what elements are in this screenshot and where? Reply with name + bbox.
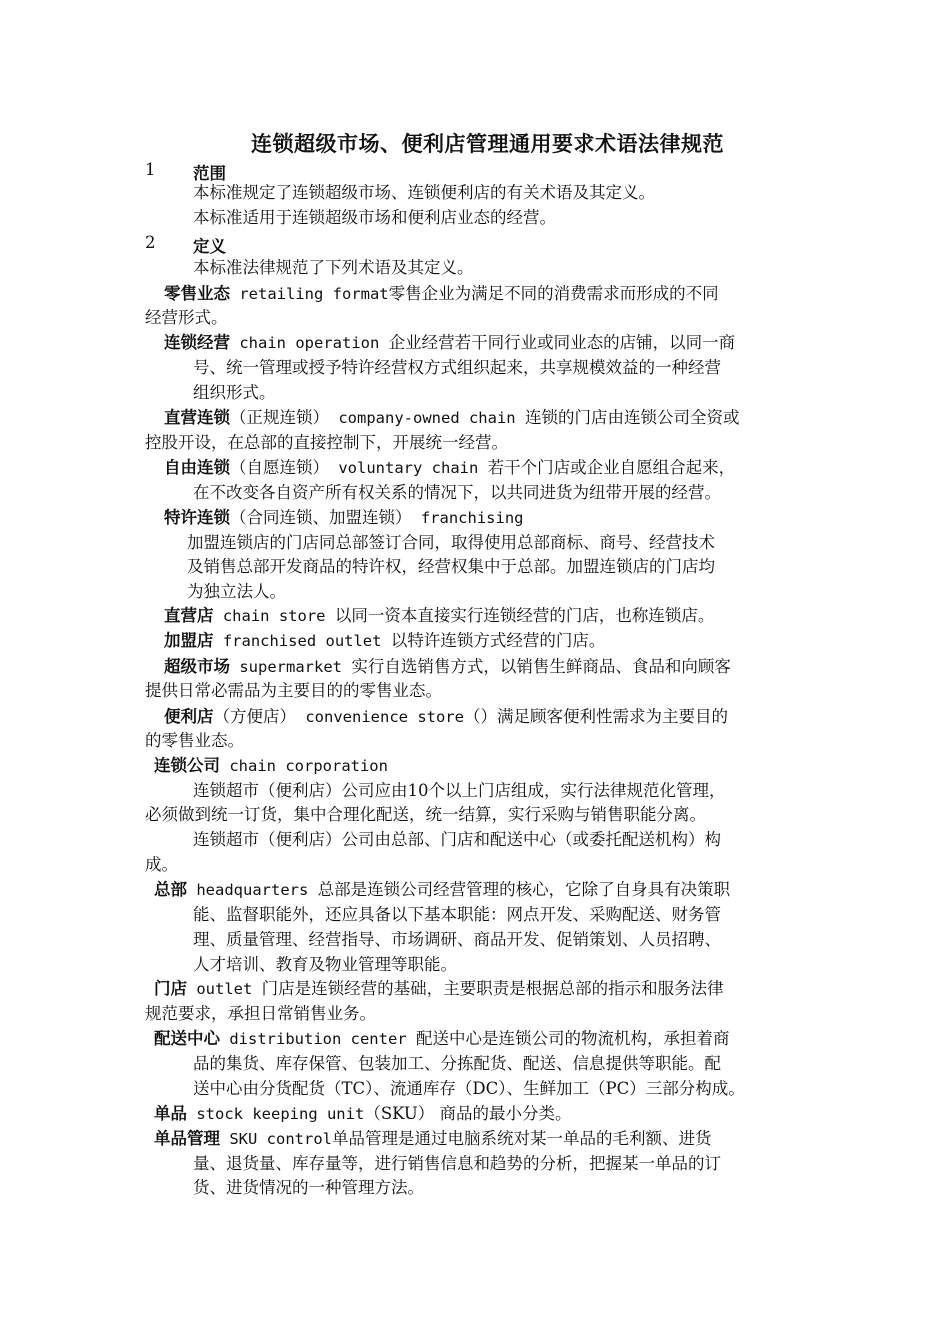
scope-paragraph: 本标准适用于连锁超级市场和便利店业态的经营。 [193, 208, 556, 227]
term-alias: （自愿连锁） [230, 458, 329, 477]
term-entry [164, 331, 735, 355]
term-name: 门店 [154, 979, 187, 998]
term-entry [164, 655, 731, 679]
section-heading: 范围 [193, 164, 226, 183]
definitions-intro: 本标准法律规范了下列术语及其定义。 [193, 258, 474, 277]
term-definition: 成。 [145, 855, 178, 874]
term-name: 便利店 [164, 707, 214, 726]
term-definition: 及销售总部开发商品的特许权，经营权集中于总部。加盟连锁店的门店均 [187, 557, 715, 576]
section-heading: 定义 [193, 237, 226, 256]
term-name: 配送中心 [154, 1029, 220, 1048]
section-number: 2 [145, 233, 156, 252]
term-english: chain corporation [220, 757, 388, 775]
term-entry [164, 282, 719, 306]
term-definition: 若干个门店或企业自愿组合起来， [487, 458, 736, 477]
term-name: 加盟店 [164, 631, 214, 650]
term-entry [164, 604, 714, 628]
term-name: 连锁公司 [154, 756, 220, 775]
term-definition: 连锁的门店由连锁公司全资或 [524, 408, 740, 427]
term-definition: 能、监督职能外，还应具备以下基本职能：网点开发、采购配送、财务管 [193, 905, 721, 924]
term-entry [164, 705, 728, 729]
term-definition: 加盟连锁店的门店同总部签订合同，取得使用总部商标、商号、经营技术 [187, 533, 715, 552]
term-definition: 送中心由分货配货（TC）、流通库存（DC）、生鲜加工（PC）三部分构成。 [193, 1079, 745, 1098]
term-entry [164, 629, 605, 653]
term-english: convenience store [296, 708, 464, 726]
term-definition: 控股开设，在总部的直接控制下，开展统一经营。 [145, 433, 508, 452]
term-english: supermarket [230, 658, 352, 676]
term-definition: 人才培训、教育及物业管理等职能。 [193, 955, 457, 974]
term-english: retailing format [230, 285, 389, 303]
term-english: company-owned chain [329, 409, 525, 427]
term-definition: 的零售业态。 [145, 731, 244, 750]
term-definition: 实行自选销售方式，以销售生鲜商品、食品和向顾客 [351, 657, 731, 676]
term-definition: 零售企业为满足不同的消费需求而形成的不同 [388, 284, 719, 303]
term-name: 自由连锁 [164, 458, 230, 477]
term-definition: 连锁超市（便利店）公司由总部、门店和配送中心（或委托配送机构）构 [193, 830, 721, 849]
term-name: 单品管理 [154, 1129, 220, 1148]
term-english: voluntary chain [329, 459, 488, 477]
term-definition: 以同一资本直接实行连锁经营的门店，也称连锁店。 [334, 606, 715, 625]
term-entry [164, 456, 735, 480]
term-definition: 货、进货情况的一种管理方法。 [193, 1178, 424, 1197]
term-name: 直营连锁 [164, 408, 230, 427]
term-definition: 门店是连锁经营的基础，主要职责是根据总部的指示和服务法律 [261, 979, 724, 998]
term-name: 超级市场 [164, 657, 230, 676]
term-english: chain store [213, 607, 335, 625]
term-entry [154, 1027, 729, 1051]
term-entry [154, 977, 724, 1001]
term-definition: 企业经营若干同行业或同业态的店铺，以同一商 [388, 333, 736, 352]
term-english: stock keeping unit [187, 1105, 365, 1123]
term-entry [164, 406, 739, 430]
term-entry [154, 878, 730, 902]
term-definition: （）满足顾客便利性需求为主要目的 [463, 707, 728, 726]
term-definition: （SKU） 商品的最小分类。 [364, 1104, 572, 1123]
term-english: distribution center [220, 1030, 416, 1048]
term-english: franchised outlet [213, 632, 391, 650]
term-name: 直营店 [164, 606, 214, 625]
scope-paragraph: 本标准规定了连锁超级市场、连锁便利店的有关术语及其定义。 [193, 183, 655, 202]
term-english: SKU control [220, 1130, 332, 1148]
term-entry [164, 506, 523, 530]
term-definition: 单品管理是通过电脑系统对某一单品的毛利额、进货 [331, 1129, 712, 1148]
term-definition: 以特许连锁方式经营的门店。 [390, 631, 606, 650]
term-english: franchising [411, 509, 524, 527]
term-definition: 组织形式。 [193, 383, 276, 402]
term-entry [154, 754, 388, 778]
term-entry [154, 1102, 572, 1126]
term-alias: （方便店） [213, 707, 296, 726]
term-definition: 量、退货量、库存量等，进行销售信息和趋势的分析，把握某一单品的订 [193, 1154, 721, 1173]
section-number: 1 [145, 160, 156, 179]
term-definition: 理、质量管理、经营指导、市场调研、商品开发、促销策划、人员招聘、 [193, 930, 721, 949]
term-definition: 为独立法人。 [187, 582, 286, 601]
term-english: outlet [187, 980, 262, 998]
term-definition: 品的集货、库存保管、包装加工、分拣配货、配送、信息提供等职能。配 [193, 1054, 721, 1073]
term-definition: 号、统一管理或授予特许经营权方式组织起来，共享规模效益的一种经营 [193, 358, 721, 377]
term-name: 连锁经营 [164, 333, 230, 352]
term-definition: 总部是连锁公司经营管理的核心，它除了自身具有决策职 [317, 880, 731, 899]
term-alias: （合同连锁、加盟连锁） [230, 508, 412, 527]
term-definition: 经营形式。 [145, 308, 228, 327]
term-definition: 必须做到统一订货，集中合理化配送，统一结算，实行采购与销售职能分离。 [145, 805, 706, 824]
term-name: 总部 [154, 880, 187, 899]
term-definition: 配送中心是连锁公司的物流机构，承担着商 [415, 1029, 730, 1048]
term-name: 单品 [154, 1104, 187, 1123]
term-definition: 提供日常必需品为主要目的的零售业态。 [145, 681, 442, 700]
term-english: headquarters [187, 881, 318, 899]
term-definition: 连锁超市（便利店）公司应由10个以上门店组成，实行法律规范化管理， [193, 781, 726, 800]
term-entry [154, 1127, 711, 1151]
term-definition: 在不改变各自资产所有权关系的情况下，以共同进货为纽带开展的经营。 [193, 483, 721, 502]
term-name: 特许连锁 [164, 508, 230, 527]
term-name: 零售业态 [164, 284, 230, 303]
term-alias: （正规连锁） [230, 408, 329, 427]
page-title: 连锁超级市场、便利店管理通用要求术语法律规范 [251, 132, 724, 156]
term-definition: 规范要求，承担日常销售业务。 [145, 1004, 376, 1023]
term-english: chain operation [230, 334, 389, 352]
